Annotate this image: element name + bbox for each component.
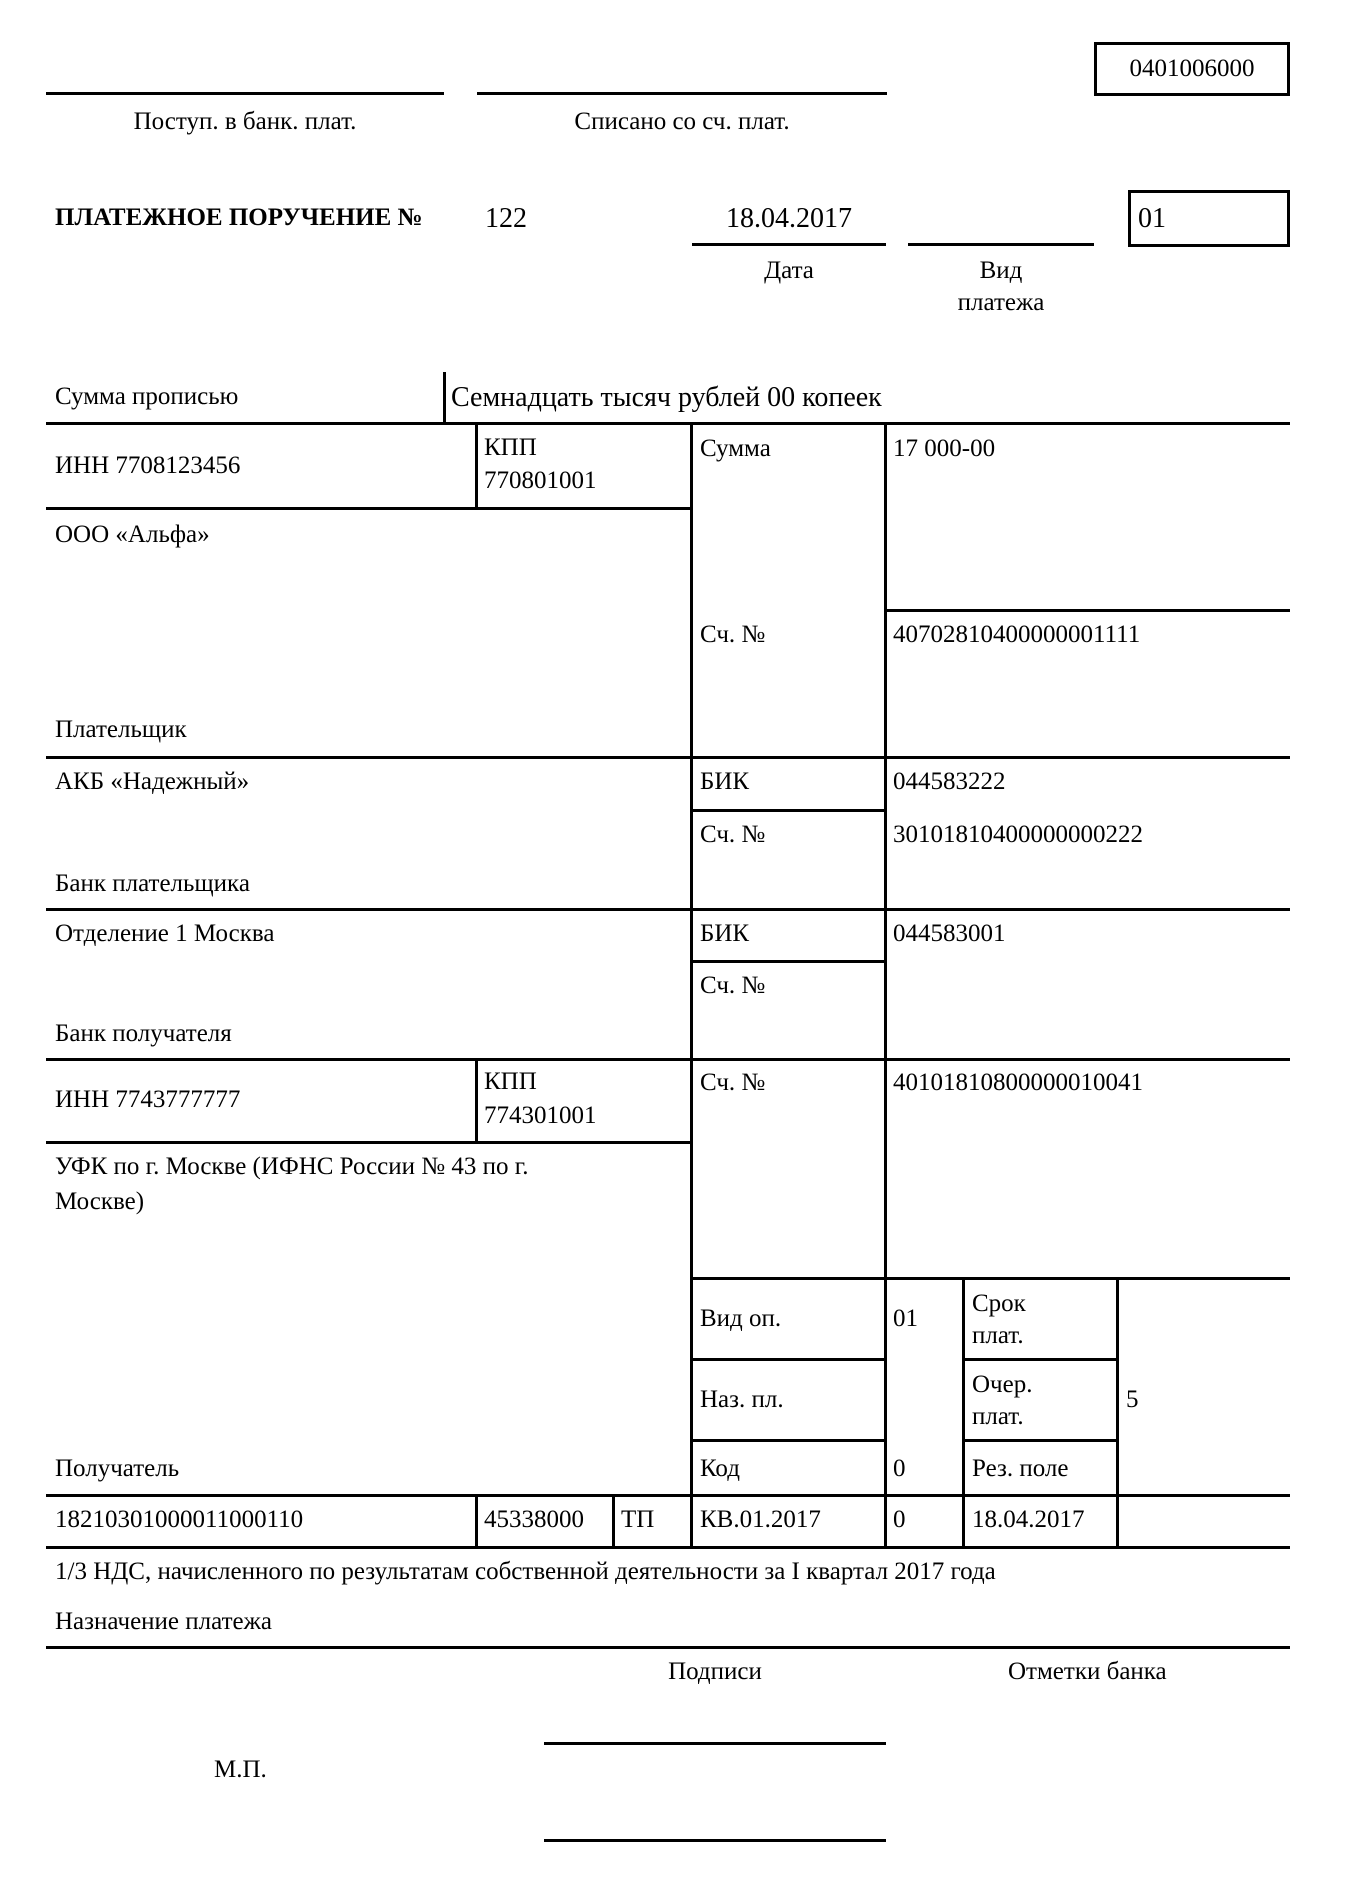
payer-kpp-label: КПП <box>484 434 537 461</box>
payer-bank-line <box>46 756 1290 759</box>
tax-period: КВ.01.2017 <box>700 1506 821 1533</box>
doc-date: 18.04.2017 <box>972 1506 1085 1533</box>
payee-account: 40101810800000010041 <box>893 1069 1143 1096</box>
priority-label-1: Очер. <box>972 1371 1033 1398</box>
debited-line <box>477 92 887 95</box>
priority-line <box>964 1439 1118 1442</box>
oktmo-divider <box>475 1494 478 1546</box>
op-type-line <box>692 1358 886 1361</box>
signature-line-2 <box>544 1839 886 1842</box>
payer-bank-name: АКБ «Надежный» <box>55 768 250 795</box>
payment-type-label-2: платежа <box>957 289 1045 316</box>
payer-bik-label: БИК <box>700 768 750 795</box>
payee-bik: 044583001 <box>893 920 1006 947</box>
details-divider-a <box>962 1277 965 1546</box>
date-line <box>692 243 886 246</box>
document-number: 122 <box>485 203 527 234</box>
payee-name-line1: УФК по г. Москве (ИФНС России № 43 по г. <box>55 1153 529 1180</box>
doc-number: 0 <box>893 1506 906 1533</box>
form-code: 0401006000 <box>1129 55 1255 82</box>
tax-row-top-line <box>46 1494 1290 1497</box>
op-type: 01 <box>893 1305 918 1332</box>
payer-name: ООО «Альфа» <box>55 521 210 548</box>
kbk: 18210301000011000110 <box>55 1506 304 1533</box>
signature-line-1 <box>544 1742 886 1745</box>
date-label: Дата <box>764 257 814 284</box>
purpose-text: 1/3 НДС, начисленного по результатам собственной деятельности за I квартал 2017 года <box>55 1558 996 1585</box>
document-date: 18.04.2017 <box>726 203 852 234</box>
details-divider-b <box>1116 1277 1119 1546</box>
payee-account-label: Сч. № <box>700 1069 766 1096</box>
payer-bank-account: 30101810400000000222 <box>893 821 1143 848</box>
payee-bank-account-label: Сч. № <box>700 972 766 999</box>
main-divider-right <box>884 422 887 1546</box>
payment-type-label-1: Вид <box>979 257 1023 284</box>
received-label: Поступ. в банк. плат. <box>133 108 357 135</box>
payee-kpp: 774301001 <box>484 1102 597 1129</box>
stamp-label: М.П. <box>214 1756 267 1783</box>
sum-value: 17 000-00 <box>893 435 996 462</box>
payer-inn-line <box>46 507 691 510</box>
amount-words-label: Сумма прописью <box>55 383 239 410</box>
payee-bank-line <box>46 908 1290 911</box>
amount-words-divider <box>443 372 446 424</box>
document-title: ПЛАТЕЖНОЕ ПОРУЧЕНИЕ № <box>55 204 423 231</box>
signatures-label: Подписи <box>668 1658 762 1685</box>
payee-bank-label: Банк получателя <box>55 1020 232 1047</box>
received-line <box>46 92 444 95</box>
payer-inn: ИНН 7708123456 <box>55 452 241 479</box>
sum-account-line <box>886 609 1290 612</box>
basis-divider <box>612 1494 615 1546</box>
payment-type-line <box>908 243 1094 246</box>
purpose-code-line <box>692 1439 886 1442</box>
payee-inn-line <box>46 1141 691 1144</box>
payer-bik: 044583222 <box>893 768 1006 795</box>
priority: 5 <box>1126 1386 1139 1413</box>
details-top-line <box>692 1277 1290 1280</box>
payee-line <box>46 1058 1290 1061</box>
purpose-code-label: Наз. пл. <box>700 1386 784 1413</box>
amount-words-bottom-line <box>46 422 444 425</box>
payer-account-label: Сч. № <box>700 621 766 648</box>
priority-label-2: плат. <box>972 1403 1024 1430</box>
payer-bank-label: Банк плательщика <box>55 870 250 897</box>
tax-row-bottom-line <box>46 1546 1290 1549</box>
code-label: Код <box>700 1455 740 1482</box>
debited-label: Списано со сч. плат. <box>574 108 790 135</box>
purpose-label: Назначение платежа <box>55 1608 272 1635</box>
purpose-bottom-line <box>46 1646 1290 1649</box>
bank-marks-label: Отметки банка <box>1008 1658 1167 1685</box>
payer-bank-account-label: Сч. № <box>700 821 766 848</box>
reserve-label: Рез. поле <box>972 1455 1069 1482</box>
payer-account: 40702810400000001111 <box>893 621 1141 648</box>
sum-label: Сумма <box>700 435 771 462</box>
payer-bik-line <box>692 809 886 812</box>
payee-label: Получатель <box>55 1455 180 1482</box>
op-type-label: Вид оп. <box>700 1305 782 1332</box>
main-divider-left <box>690 422 693 1546</box>
payee-bank-name: Отделение 1 Москва <box>55 920 275 947</box>
due-label-2: плат. <box>972 1322 1024 1349</box>
payee-kpp-divider <box>475 1058 478 1143</box>
payer-kpp-divider <box>475 422 478 509</box>
code: 0 <box>893 1455 906 1482</box>
payee-kpp-label: КПП <box>484 1068 537 1095</box>
payee-bik-line <box>692 960 886 963</box>
basis: ТП <box>621 1506 655 1533</box>
due-line <box>964 1358 1118 1361</box>
amount-words-value: Семнадцать тысяч рублей 00 копеек <box>451 382 882 413</box>
payer-label: Плательщик <box>55 716 187 743</box>
status-code: 01 <box>1138 203 1166 234</box>
payer-kpp: 770801001 <box>484 467 597 494</box>
payee-inn: ИНН 7743777777 <box>55 1086 241 1113</box>
due-label-1: Срок <box>972 1290 1026 1317</box>
payee-name-line2: Москве) <box>55 1188 145 1215</box>
oktmo: 45338000 <box>484 1506 584 1533</box>
payee-bik-label: БИК <box>700 920 750 947</box>
